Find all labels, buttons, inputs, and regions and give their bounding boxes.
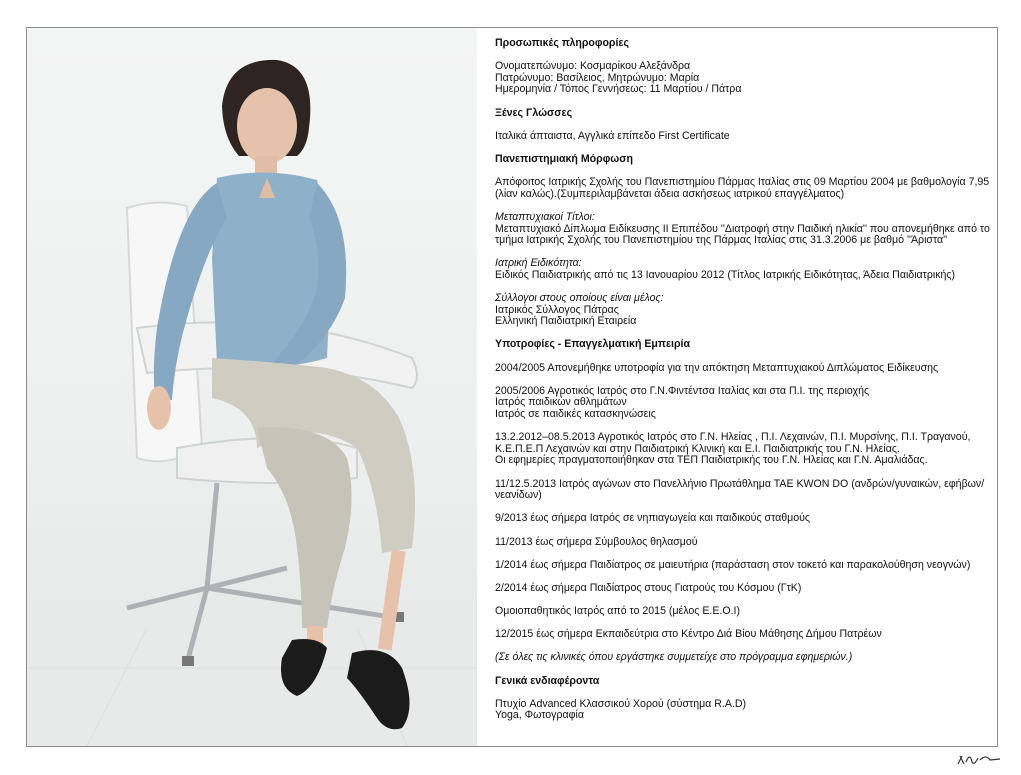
experience-item — [495, 363, 990, 375]
experience-line: 11/2013 έως σήμερα Σύμβουλος θηλασμού — [495, 535, 698, 548]
experience-line: 1/2014 έως σήμερα Παιδίατρος σε μαιευτήρια (παράσταση στον τοκετό και παρακολούθηση νεογνών) — [495, 558, 971, 571]
society-item: Ιατρικός Σύλλογος Πάτρας — [495, 303, 619, 316]
personal-line: Ημερομηνία / Τόπος Γεννήσεως: 11 Μαρτίου / Πάτρα — [495, 83, 742, 96]
interest-line: Πτυχίο Advanced Κλασσικού Χορού (σύστημα R.A.D) — [495, 697, 747, 710]
experience-line: 2005/2006 Αγροτικός Ιατρός στο Γ.Ν.Φιντέντσα Ιταλίας και στα Π.Ι. της περιοχής — [495, 384, 870, 397]
postgrad-text: Μεταπτυχιακό Δίπλωμα Ειδίκευσης ΙΙ Επιπέδου ''Διατροφή στην Παιδική ηλικία'' που απονεμήθηκε από το τμήμα Ιατρικής Σχολής του Πανεπιστημίου της Πάρμας Ιταλίας στις 31.3.2006 με βαθμό ''Άριστα'' — [495, 222, 990, 247]
experience-item — [495, 479, 990, 502]
society-item: Ελληνική Παιδιατρική Εταιρεία — [495, 315, 637, 328]
experience-item — [495, 629, 990, 641]
specialty-text: Ειδικός Παιδιατρικής από τις 13 Ιανουαρίου 2012 (Τίτλος Ιατρικής Ειδικότητας, Άδεια Παιδιατρικής) — [495, 268, 956, 281]
section-heading-experience: Υποτροφίες - Επαγγελματική Εμπειρία — [495, 338, 691, 351]
experience-item — [495, 606, 990, 618]
section-heading-education: Πανεπιστημιακή Μόρφωση — [495, 152, 633, 165]
societies-label: Σύλλογοι στους οποίους είναι μέλος: — [495, 292, 664, 305]
experience-line: 11/12.5.2013 Ιατρός αγώνων στο Πανελλήνιο Πρωτάθλημα ΤΑΕ KWON DO (ανδρών/γυναικών, εφήβων/νεανίδων) — [495, 477, 985, 502]
experience-item — [495, 583, 990, 595]
cv-card — [26, 27, 998, 747]
experience-line: 2004/2005 Απονεμήθηκε υποτροφία για την απόκτηση Μεταπτυχιακού Διπλώματος Ειδίκευσης — [495, 361, 939, 374]
societies-block — [495, 293, 990, 328]
interests-block — [495, 699, 990, 722]
experience-line: Ιατρός σε παιδικές κατασκηνώσεις — [495, 408, 656, 420]
experience-item — [495, 537, 990, 549]
portrait-illustration — [27, 28, 477, 746]
signature — [956, 750, 1006, 775]
experience-line: 2/2014 έως σήμερα Παιδίατρος στους Γιατρούς του Κόσμου (ΓτΚ) — [495, 581, 802, 594]
postgrad-block — [495, 212, 990, 247]
personal-line: Πατρώνυμο: Βασίλειος, Μητρώνυμο: Μαρία — [495, 71, 700, 84]
section-heading-personal: Προσωπικές πληροφορίες — [495, 37, 629, 49]
experience-item — [495, 513, 990, 525]
experience-line: 9/2013 έως σήμερα Ιατρός σε νηπιαγωγεία και παιδικούς σταθμούς — [495, 512, 811, 525]
experience-line: Ιατρός παιδικών αθλημάτων — [495, 396, 627, 409]
experience-item — [495, 386, 990, 421]
experience-note: (Σε όλες τις κλινικές όπου εργάστηκε συμμετείχε στο πρόγραμμα εφημεριών.) — [495, 651, 853, 664]
specialty-block — [495, 258, 990, 281]
experience-line: 12/2015 έως σήμερα Εκπαιδεύτρια στο Κέντρο Διά Βίου Μάθησης Δήμου Πατρέων — [495, 628, 882, 641]
cv-text — [495, 38, 990, 734]
experience-item — [495, 560, 990, 572]
personal-line: Ονοματεπώνυμο: Κοσμαρίκου Αλεξάνδρα — [495, 60, 691, 73]
section-heading-languages: Ξένες Γλώσσες — [495, 106, 573, 119]
postgrad-label: Μεταπτυχιακοί Τίτλοι: — [495, 210, 595, 223]
experience-line: Οι εφημερίες πραγματοποιήθηκαν στα ΤΕΠ Παιδιατρικής του Γ.Ν. Ηλείας και Γ.Ν. Αμαλιάδας. — [495, 454, 928, 467]
languages-text: Ιταλικά άπταιστα, Αγγλικά επίπεδο First Certificate — [495, 129, 730, 142]
degree-text: Απόφοιτος Ιατρικής Σχολής του Πανεπιστημίου Πάρμας Ιταλίας στις 09 Μαρτίου 2004 με βαθμολογία 7,95 (λίαν καλώς).(Συμπεριλαμβάνεται άδεια ασκήσεως ιατρικού επαγγέλματος) — [495, 176, 990, 200]
interest-line: Yoga, Φωτογραφία — [495, 709, 584, 722]
portrait-photo — [27, 28, 477, 746]
specialty-label: Ιατρική Ειδικότητα: — [495, 257, 582, 270]
section-heading-interests: Γενικά ενδιαφέροντα — [495, 674, 600, 687]
experience-item — [495, 432, 990, 467]
experience-line: Ομοιοπαθητικός Ιατρός από το 2015 (μέλος Ε.Ε.Ο.Ι) — [495, 605, 741, 618]
experience-line: 13.2.2012–08.5.2013 Αγροτικός Ιατρός στο Γ.Ν. Ηλείας , Π.Ι. Λεχαινών, Π.Ι. Μυρσίνης, Π.Ι. Τραγανού, Κ.Ε.Π.Ε.Π Λεχαινών και στην Παιδιατρική Κλινική και Ε.Ι. Παιδιατρικής του Γ.Ν. Ηλείας. — [495, 431, 971, 455]
personal-info — [495, 61, 990, 96]
